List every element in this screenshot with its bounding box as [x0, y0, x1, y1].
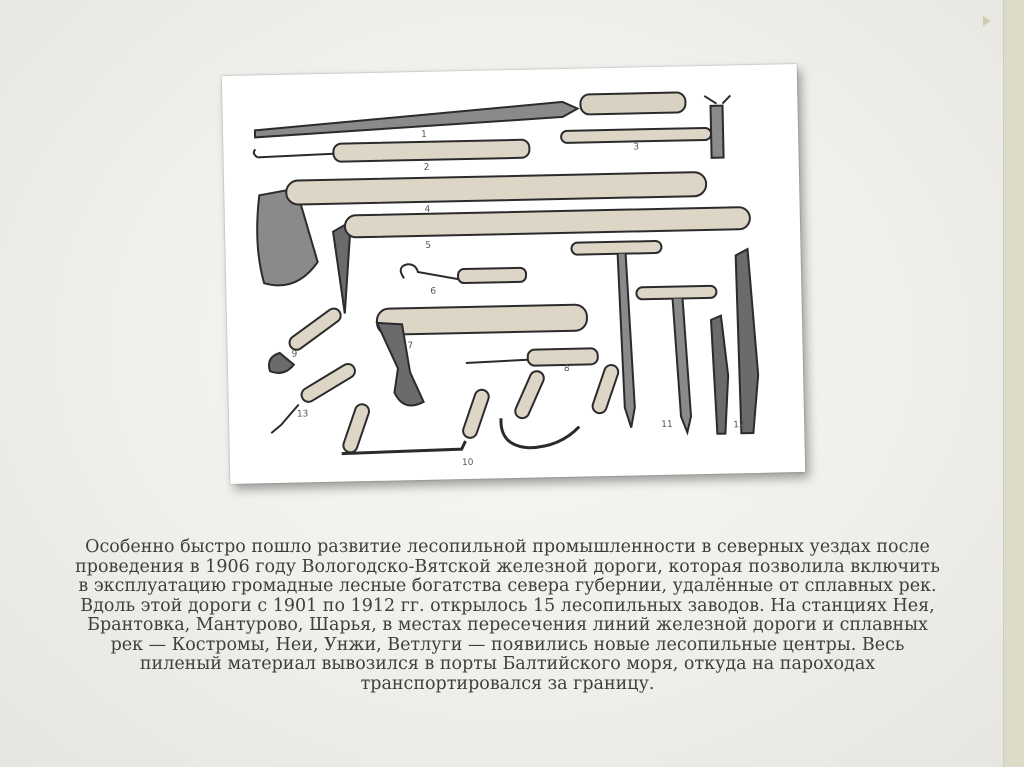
svg-text:2: 2: [423, 162, 430, 173]
svg-text:3: 3: [633, 142, 640, 153]
svg-text:1: 1: [420, 129, 427, 140]
tools-illustration: [222, 64, 805, 484]
svg-text:9: 9: [291, 349, 298, 360]
tools-drawing: [222, 64, 805, 484]
bullet-arrow-icon: [980, 14, 994, 28]
svg-text:4: 4: [424, 204, 431, 215]
svg-text:11: 11: [661, 419, 673, 430]
saw-handle: [580, 92, 685, 114]
svg-text:10: 10: [461, 457, 474, 469]
svg-text:12: 12: [733, 420, 745, 431]
svg-text:5: 5: [425, 240, 432, 251]
svg-text:7: 7: [407, 341, 414, 352]
saw-tool: [254, 102, 578, 138]
slide-caption: Особенно быстро пошло развитие лесопильной промышленности в северных уездах после проведения в 1906 году Вологодско-Вятской железной дороги, которая позволила включить в эксплуатацию громадные лесные богатства севера губернии, удалённые от сплавных рек. Вдоль этой дороги с 1901 по 1912 гг. открылось 15 лесопильных заводов. На станциях Нея, Брантовка, Мантурово, Шарья, в местах пересечения линий железной дороги и сплавных рек — Костромы, Неи, Унжи, Ветлуги — появились новые лесопильные центры. Весь пиленый материал вывозился в порты Балтийского моря, откуда на пароходах транспортировался за границу.: [75, 537, 940, 694]
svg-text:8: 8: [563, 363, 570, 374]
slide-right-border: [1003, 0, 1024, 767]
axe-handle: [286, 172, 706, 205]
svg-text:6: 6: [430, 286, 437, 297]
svg-text:13: 13: [296, 409, 309, 420]
